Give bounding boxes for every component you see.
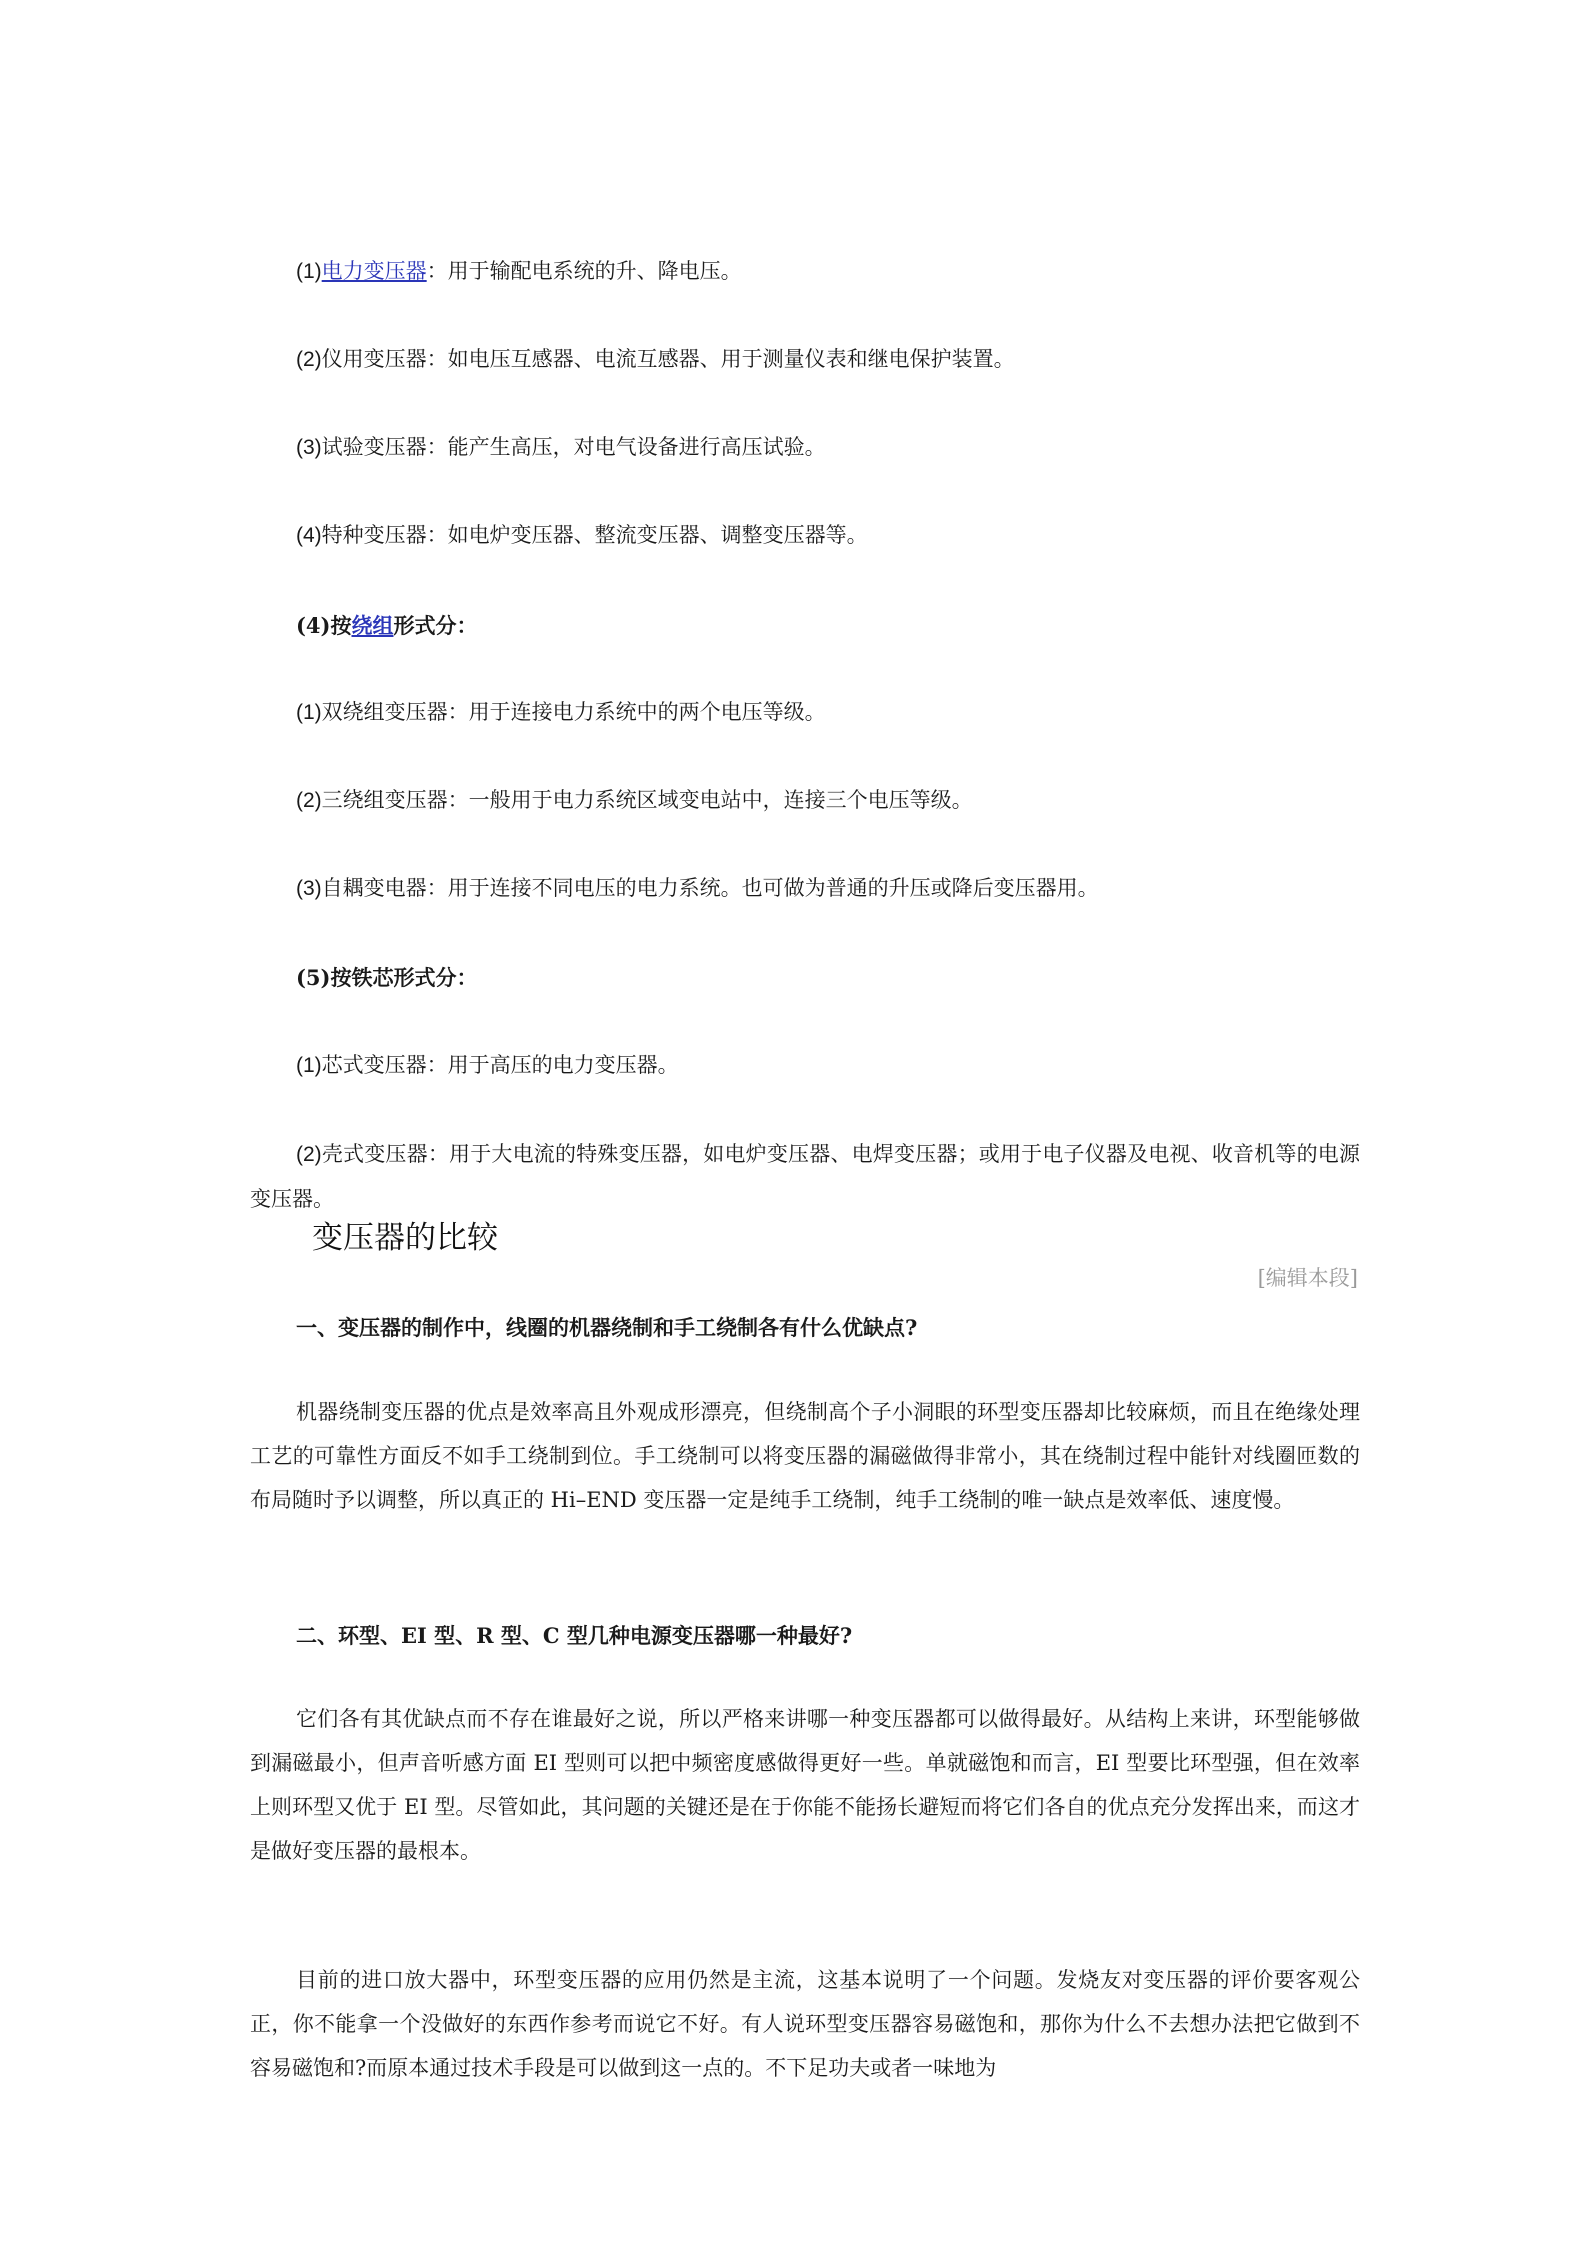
item-number: (2) bbox=[296, 789, 322, 812]
heading-by-winding bbox=[296, 610, 477, 640]
text-line-core-type bbox=[296, 1050, 679, 1081]
answer-three: 目前的进口放大器中，环型变压器的应用仍然是主流，这基本说明了一个问题。发烧友对变压器的评价要客观公正，你不能拿一个没做好的东西作参考而说它不好。有人说环型变压器容易磁饱和，那你为什么不去想办法把它做到不容易磁饱和?而原本通过技术手段是可以做到这一点的。不下足功夫或者一味地为 bbox=[250, 1968, 1360, 2080]
item-number: (1) bbox=[296, 260, 322, 283]
item-text: 三绕组变压器：一般用于电力系统区域变电站中，连接三个电压等级。 bbox=[321, 788, 973, 812]
item-number: (1) bbox=[296, 701, 322, 724]
heading-prefix: (4)按 bbox=[296, 613, 352, 638]
link-power-transformer[interactable]: 电力变压器 bbox=[321, 259, 427, 283]
text-line-double-winding bbox=[296, 697, 826, 728]
item-number: (1) bbox=[296, 1054, 322, 1077]
text-line-test-transformer bbox=[296, 432, 826, 463]
item-text: 仪用变压器：如电压互感器、电流互感器、用于测量仪表和继电保护装置。 bbox=[321, 347, 1015, 371]
text-line-special-transformer bbox=[296, 520, 868, 551]
heading-by-core: (5)按铁芯形式分： bbox=[296, 965, 478, 990]
section-title: 变压器的比较 bbox=[312, 1220, 498, 1256]
item-number: (3) bbox=[296, 436, 322, 459]
question-two: 二、环型、EI 型、R 型、C 型几种电源变压器哪一种最好? bbox=[296, 1623, 853, 1648]
item-number: (2) bbox=[296, 1143, 322, 1166]
item-text: ：用于输配电系统的升、降电压。 bbox=[426, 259, 742, 283]
question-one: 一、变压器的制作中，线圈的机器绕制和手工绕制各有什么优缺点? bbox=[296, 1315, 918, 1340]
item-number: (4) bbox=[296, 524, 322, 547]
text-line-triple-winding bbox=[296, 785, 973, 816]
answer-one: 机器绕制变压器的优点是效率高且外观成形漂亮，但绕制高个子小洞眼的环型变压器却比较麻烦，而且在绝缘处理工艺的可靠性方面反不如手工绕制到位。手工绕制可以将变压器的漏磁做得非常小，其在绕制过程中能针对线圈匝数的布局随时予以调整，所以真正的 Hi–END 变压器一定是纯手工绕制，纯手工绕制的唯一缺点是效率低、速度慢。 bbox=[250, 1400, 1360, 1512]
link-winding[interactable]: 绕组 bbox=[351, 613, 394, 638]
item-text: 壳式变压器：用于大电流的特殊变压器，如电炉变压器、电焊变压器；或用于电子仪器及电视、收音机等的电源变压器。 bbox=[250, 1142, 1360, 1211]
item-text: 双绕组变压器：用于连接电力系统中的两个电压等级。 bbox=[321, 700, 826, 724]
text-line-autotransformer bbox=[296, 873, 1099, 904]
edit-section-link[interactable]: [编辑本段] bbox=[1257, 1266, 1358, 1290]
item-text: 芯式变压器：用于高压的电力变压器。 bbox=[321, 1053, 679, 1077]
item-text: 特种变压器：如电炉变压器、整流变压器、调整变压器等。 bbox=[321, 523, 868, 547]
item-number: (3) bbox=[296, 877, 322, 900]
text-para-shell-type bbox=[250, 1132, 1360, 1221]
text-line-power-transformer bbox=[296, 256, 742, 287]
item-text: 自耦变电器：用于连接不同电压的电力系统。也可做为普通的升压或降后变压器用。 bbox=[321, 876, 1099, 900]
heading-suffix: 形式分： bbox=[393, 613, 478, 638]
text-line-instrument-transformer bbox=[296, 344, 1015, 375]
item-number: (2) bbox=[296, 348, 322, 371]
item-text: 试验变压器：能产生高压，对电气设备进行高压试验。 bbox=[321, 435, 826, 459]
answer-two: 它们各有其优缺点而不存在谁最好之说，所以严格来讲哪一种变压器都可以做得最好。从结构上来讲，环型能够做到漏磁最小，但声音听感方面 EI 型则可以把中频密度感做得更好一些。单就磁饱和而言，EI 型要比环型强，但在效率上则环型又优于 EI 型。尽管如此，其问题的关键还是在于你能不能扬长避短而将它们各自的优点充分发挥出来，而这才是做好变压器的最根本。 bbox=[250, 1707, 1360, 1863]
